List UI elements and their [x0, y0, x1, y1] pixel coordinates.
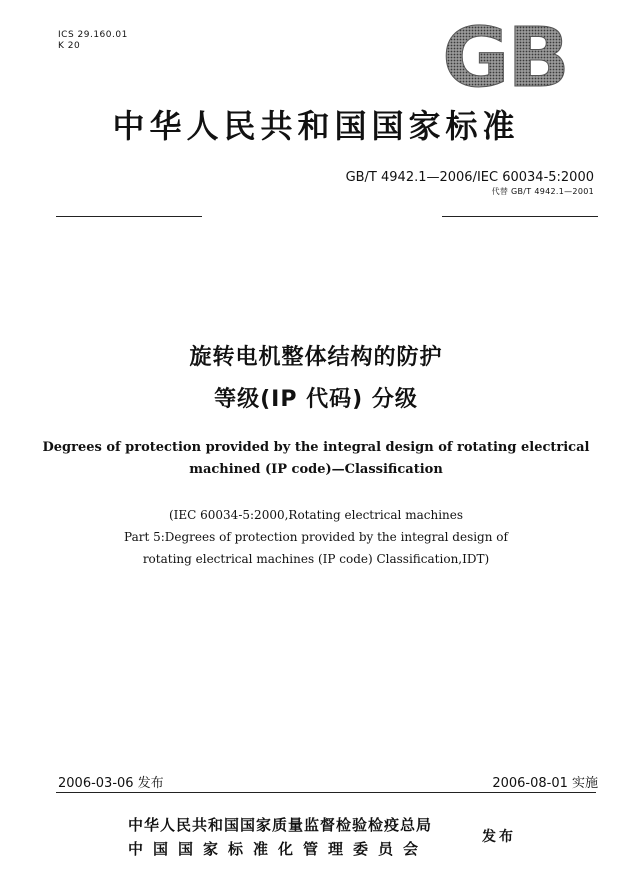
title-en-line1: Degrees of protection provided by the integral design of rotating electrical [42, 440, 590, 455]
standard-number: GB/T 4942.1—2006/IEC 60034-5:2000 [345, 170, 594, 185]
replaces-note: 代替 GB/T 4942.1—2001 [491, 187, 594, 196]
footer-rule [56, 792, 596, 793]
national-standard-title: 中华人民共和国国家标准 [112, 107, 520, 145]
gb-logo-text: GB [442, 20, 568, 92]
ccs-code: K 20 [58, 41, 81, 51]
header-rule-left [56, 216, 202, 217]
equivalence-line3: rotating electrical machines (IP code) Classification,IDT) [142, 552, 490, 566]
title-cn-line1: 旋转电机整体结构的防护 [189, 345, 443, 370]
classification-codes [58, 30, 128, 52]
implementation-date: 2006-08-01 实施 [492, 776, 598, 791]
issued-label: 发布 [482, 829, 516, 845]
issue-date: 2006-03-06 发布 [58, 776, 164, 791]
ics-code: ICS 29.160.01 [58, 30, 128, 40]
gb-logo [432, 20, 578, 92]
header-rule-right [442, 216, 598, 217]
title-cn-line2: 等级(IP 代码) 分级 [214, 387, 418, 412]
issuer-aqsiq: 中华人民共和国国家质量监督检验检疫总局 [128, 816, 433, 834]
equivalence-line1: (IEC 60034-5:2000,Rotating electrical machines [168, 508, 464, 522]
issuer-sac: 中国国家标准化管理委员会 [128, 840, 429, 858]
title-en-line2: machined (IP code)—Classification [189, 462, 443, 477]
equivalence-line2: Part 5:Degrees of protection provided by the integral design of [124, 530, 508, 544]
